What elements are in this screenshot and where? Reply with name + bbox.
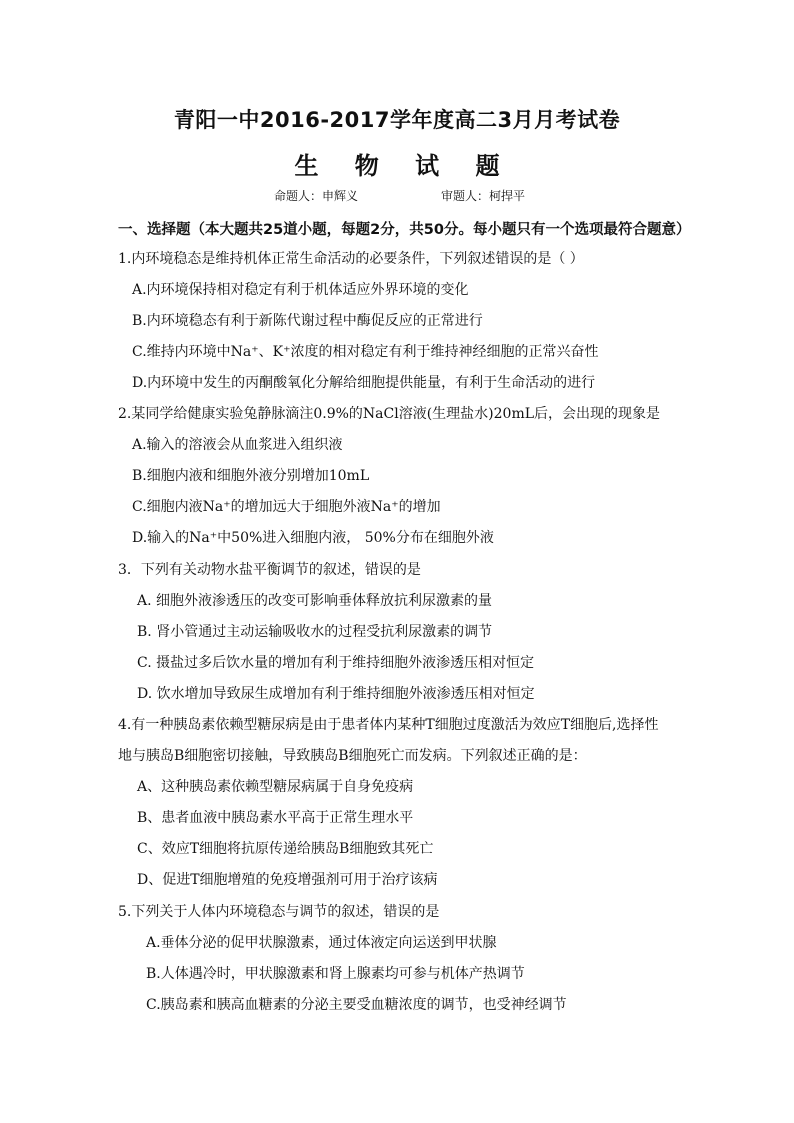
question-option: D.内环境中发生的丙酮酸氧化分解给细胞提供能量，有利于生命活动的进行 <box>132 375 596 391</box>
reviewer-name: 审题人：柯捍平 <box>441 189 526 203</box>
question-option: C.细胞内液Na⁺的增加远大于细胞外液Na⁺的增加 <box>132 499 441 515</box>
authors-line <box>274 187 526 204</box>
question-option: B、患者血液中胰岛素水平高于正常生理水平 <box>137 810 414 826</box>
author-name: 命题人：申辉义 <box>274 189 359 203</box>
question-stem: 3．下列有关动物水盐平衡调节的叙述，错误的是 <box>118 562 421 578</box>
question-stem-continued: 地与胰岛B细胞密切接触，导致胰岛B细胞死亡而发病。下列叙述正确的是： <box>118 748 587 764</box>
section-heading: 一、选择题（本大题共25道小题，每题2分，共50分。每小题只有一个选项最符合题意） <box>118 222 691 238</box>
question-option: A. 细胞外液渗透压的改变可影响垂体释放抗利尿激素的量 <box>137 593 493 609</box>
question-option: A、这种胰岛素依赖型糖尿病属于自身免疫病 <box>137 779 414 795</box>
question-option: C、效应T细胞将抗原传递给胰岛B细胞致其死亡 <box>137 841 434 857</box>
question-option: D、促进T细胞增殖的免疫增强剂可用于治疗该病 <box>137 872 438 888</box>
question-stem: 1.内环境稳态是维持机体正常生命活动的必要条件，下列叙述错误的是（ ） <box>118 251 584 267</box>
exam-title: 青阳一中2016-2017学年度高二3月月考试卷 <box>173 108 621 132</box>
question-option: A.内环境保持相对稳定有利于机体适应外界环境的变化 <box>132 282 469 298</box>
question-option: C.维持内环境中Na⁺、K⁺浓度的相对稳定有利于维持神经细胞的正常兴奋性 <box>132 344 599 360</box>
question-option: C.胰岛素和胰高血糖素的分泌主要受血糖浓度的调节，也受神经调节 <box>146 997 567 1013</box>
question-option: A.垂体分泌的促甲状腺激素，通过体液定向运送到甲状腺 <box>146 935 497 951</box>
question-option: B.人体遇冷时，甲状腺激素和肾上腺素均可参与机体产热调节 <box>146 966 525 982</box>
question-stem: 2.某同学给健康实验兔静脉滴注0.9%的NaCl溶液(生理盐水)20mL后，会出现的现象是 <box>118 406 661 422</box>
exam-subtitle: 生 物 试 题 <box>294 151 514 180</box>
question-option: D. 饮水增加导致尿生成增加有利于维持细胞外液渗透压相对恒定 <box>137 686 535 702</box>
question-option: B. 肾小管通过主动运输吸收水的过程受抗利尿激素的调节 <box>137 624 493 640</box>
question-stem: 4.有一种胰岛素依赖型糖尿病是由于患者体内某种T细胞过度激活为效应T细胞后,选择性 <box>118 717 659 733</box>
question-option: B.细胞内液和细胞外液分别增加10mL <box>132 468 370 484</box>
question-option: B.内环境稳态有利于新陈代谢过程中酶促反应的正常进行 <box>132 313 483 329</box>
question-option: C. 摄盐过多后饮水量的增加有利于维持细胞外液渗透压相对恒定 <box>137 655 535 671</box>
question-option: A.输入的溶液会从血浆进入组织液 <box>132 437 343 453</box>
question-stem: 5.下列关于人体内环境稳态与调节的叙述，错误的是 <box>118 904 440 920</box>
question-option: D.输入的Na⁺中50%进入细胞内液， 50%分布在细胞外液 <box>132 530 494 546</box>
